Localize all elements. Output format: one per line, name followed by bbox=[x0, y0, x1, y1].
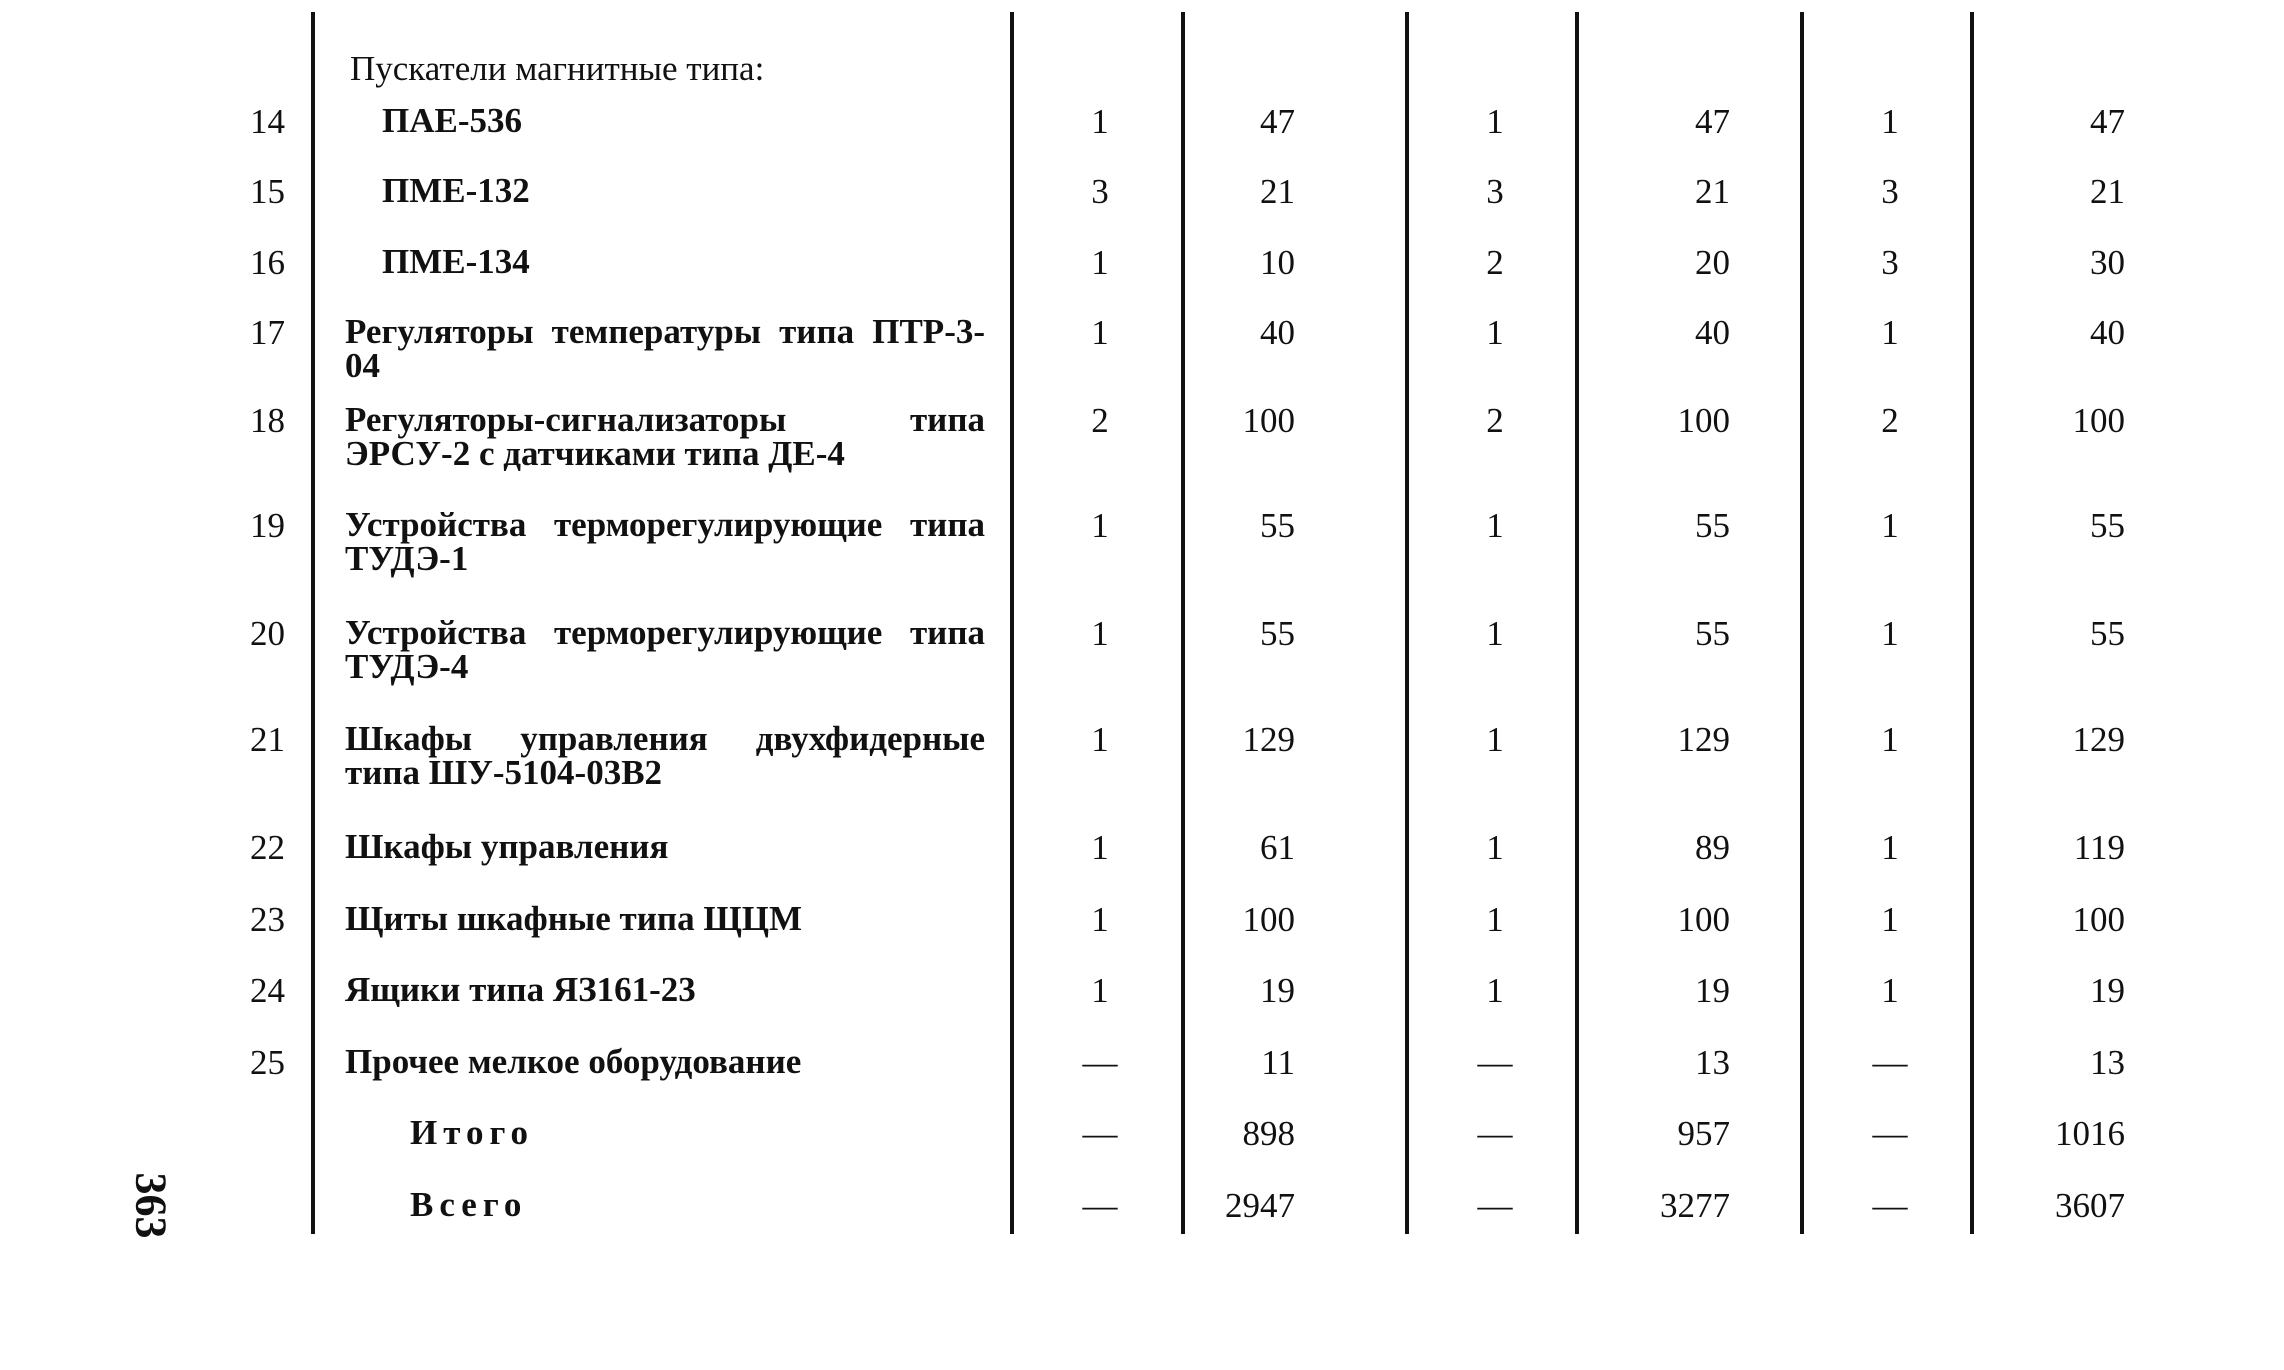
value-2: 21 bbox=[1695, 172, 1730, 211]
qty-2: — bbox=[1477, 1186, 1513, 1225]
qty-1: 1 bbox=[1091, 900, 1109, 939]
value-3: 55 bbox=[2090, 614, 2125, 653]
qty-1: — bbox=[1082, 1114, 1118, 1153]
item-name: ПМЕ-132 bbox=[382, 171, 530, 210]
row-number: 17 bbox=[250, 313, 285, 352]
qty-1: 1 bbox=[1091, 614, 1109, 653]
page-number: 363 bbox=[126, 1172, 176, 1239]
group-header: Пускатели магнитные типа: bbox=[350, 49, 765, 88]
value-2: 19 bbox=[1695, 971, 1730, 1010]
value-1: 47 bbox=[1260, 102, 1295, 141]
qty-1: — bbox=[1082, 1043, 1118, 1082]
qty-2: 3 bbox=[1486, 172, 1504, 211]
row-number: 19 bbox=[250, 506, 285, 545]
row-number: 22 bbox=[250, 828, 285, 867]
qty-1: 1 bbox=[1091, 102, 1109, 141]
item-name: Регуляторы-сигнализаторы типа ЭРСУ-2 с датчиками типа ДЕ-4 bbox=[345, 400, 985, 473]
qty-3: 1 bbox=[1881, 313, 1899, 352]
value-3: 30 bbox=[2090, 243, 2125, 282]
value-2: 100 bbox=[1677, 900, 1730, 939]
qty-3: 1 bbox=[1881, 828, 1899, 867]
value-2: 47 bbox=[1695, 102, 1730, 141]
item-name: ПМЕ-134 bbox=[382, 242, 530, 281]
value-1: 40 bbox=[1260, 313, 1295, 352]
value-1: 898 bbox=[1242, 1114, 1295, 1153]
value-2: 957 bbox=[1677, 1114, 1730, 1153]
value-1: 100 bbox=[1242, 900, 1295, 939]
item-name: Прочее мелкое оборудование bbox=[345, 1042, 802, 1081]
value-3: 129 bbox=[2072, 720, 2125, 759]
item-name: Ящики типа ЯЗ161-23 bbox=[345, 970, 696, 1009]
item-name: Устройства терморегулирующие типа ТУДЭ-1 bbox=[345, 505, 985, 578]
qty-3: 3 bbox=[1881, 172, 1899, 211]
item-name: Щиты шкафные типа ЩЦМ bbox=[345, 899, 803, 938]
value-3: 1016 bbox=[2055, 1114, 2125, 1153]
item-name: Шкафы управления bbox=[345, 827, 669, 866]
value-3: 40 bbox=[2090, 313, 2125, 352]
value-2: 89 bbox=[1695, 828, 1730, 867]
value-2: 55 bbox=[1695, 614, 1730, 653]
item-name: Устройства терморегулирующие типа ТУДЭ-4 bbox=[345, 613, 985, 686]
item-name: Шкафы управления двухфидерные типа ШУ-5104-03В2 bbox=[345, 719, 985, 792]
row-number: 18 bbox=[250, 401, 285, 440]
qty-2: 1 bbox=[1486, 720, 1504, 759]
value-3: 100 bbox=[2072, 900, 2125, 939]
qty-3: — bbox=[1872, 1043, 1908, 1082]
qty-2: 1 bbox=[1486, 900, 1504, 939]
value-2: 20 bbox=[1695, 243, 1730, 282]
row-number: 24 bbox=[250, 971, 285, 1010]
value-3: 19 bbox=[2090, 971, 2125, 1010]
row-number: 23 bbox=[250, 900, 285, 939]
grand-total-label: Всего bbox=[410, 1185, 528, 1224]
qty-3: 1 bbox=[1881, 900, 1899, 939]
qty-1: 1 bbox=[1091, 243, 1109, 282]
value-2: 13 bbox=[1695, 1043, 1730, 1082]
value-3: 55 bbox=[2090, 506, 2125, 545]
value-2: 40 bbox=[1695, 313, 1730, 352]
value-2: 129 bbox=[1677, 720, 1730, 759]
value-3: 47 bbox=[2090, 102, 2125, 141]
qty-2: 1 bbox=[1486, 506, 1504, 545]
value-1: 21 bbox=[1260, 172, 1295, 211]
value-1: 61 bbox=[1260, 828, 1295, 867]
row-number: 14 bbox=[250, 102, 285, 141]
qty-1: 1 bbox=[1091, 828, 1109, 867]
qty-1: — bbox=[1082, 1186, 1118, 1225]
value-2: 100 bbox=[1677, 401, 1730, 440]
subtotal-label: Итого bbox=[410, 1113, 534, 1152]
value-3: 119 bbox=[2073, 828, 2125, 867]
qty-2: 1 bbox=[1486, 313, 1504, 352]
qty-1: 1 bbox=[1091, 313, 1109, 352]
qty-1: 3 bbox=[1091, 172, 1109, 211]
qty-1: 1 bbox=[1091, 506, 1109, 545]
qty-2: 1 bbox=[1486, 102, 1504, 141]
qty-2: 2 bbox=[1486, 401, 1504, 440]
column-rule bbox=[1405, 12, 1409, 1234]
qty-3: 3 bbox=[1881, 243, 1899, 282]
column-rule bbox=[311, 12, 315, 1234]
value-1: 129 bbox=[1242, 720, 1295, 759]
qty-3: — bbox=[1872, 1114, 1908, 1153]
column-rule bbox=[1970, 12, 1974, 1234]
value-1: 55 bbox=[1260, 506, 1295, 545]
qty-2: — bbox=[1477, 1114, 1513, 1153]
qty-2: 2 bbox=[1486, 243, 1504, 282]
row-number: 20 bbox=[250, 614, 285, 653]
value-1: 19 bbox=[1260, 971, 1295, 1010]
value-3: 3607 bbox=[2055, 1186, 2125, 1225]
value-1: 11 bbox=[1261, 1043, 1295, 1082]
qty-2: 1 bbox=[1486, 614, 1504, 653]
value-2: 3277 bbox=[1660, 1186, 1730, 1225]
value-1: 2947 bbox=[1225, 1186, 1295, 1225]
qty-1: 2 bbox=[1091, 401, 1109, 440]
qty-3: 1 bbox=[1881, 102, 1899, 141]
value-3: 100 bbox=[2072, 401, 2125, 440]
value-1: 55 bbox=[1260, 614, 1295, 653]
value-1: 100 bbox=[1242, 401, 1295, 440]
qty-3: 1 bbox=[1881, 614, 1899, 653]
qty-1: 1 bbox=[1091, 971, 1109, 1010]
qty-2: 1 bbox=[1486, 971, 1504, 1010]
qty-3: 1 bbox=[1881, 506, 1899, 545]
value-3: 21 bbox=[2090, 172, 2125, 211]
qty-2: — bbox=[1477, 1043, 1513, 1082]
column-rule bbox=[1181, 12, 1185, 1234]
value-3: 13 bbox=[2090, 1043, 2125, 1082]
qty-1: 1 bbox=[1091, 720, 1109, 759]
value-2: 55 bbox=[1695, 506, 1730, 545]
column-rule bbox=[1800, 12, 1804, 1234]
row-number: 15 bbox=[250, 172, 285, 211]
qty-3: 2 bbox=[1881, 401, 1899, 440]
item-name: Регуляторы температуры типа ПТР-3-04 bbox=[345, 312, 985, 385]
item-name: ПАЕ-536 bbox=[382, 101, 522, 140]
row-number: 25 bbox=[250, 1043, 285, 1082]
qty-3: — bbox=[1872, 1186, 1908, 1225]
qty-3: 1 bbox=[1881, 720, 1899, 759]
row-number: 21 bbox=[250, 720, 285, 759]
qty-3: 1 bbox=[1881, 971, 1899, 1010]
value-1: 10 bbox=[1260, 243, 1295, 282]
row-number: 16 bbox=[250, 243, 285, 282]
column-rule bbox=[1575, 12, 1579, 1234]
qty-2: 1 bbox=[1486, 828, 1504, 867]
